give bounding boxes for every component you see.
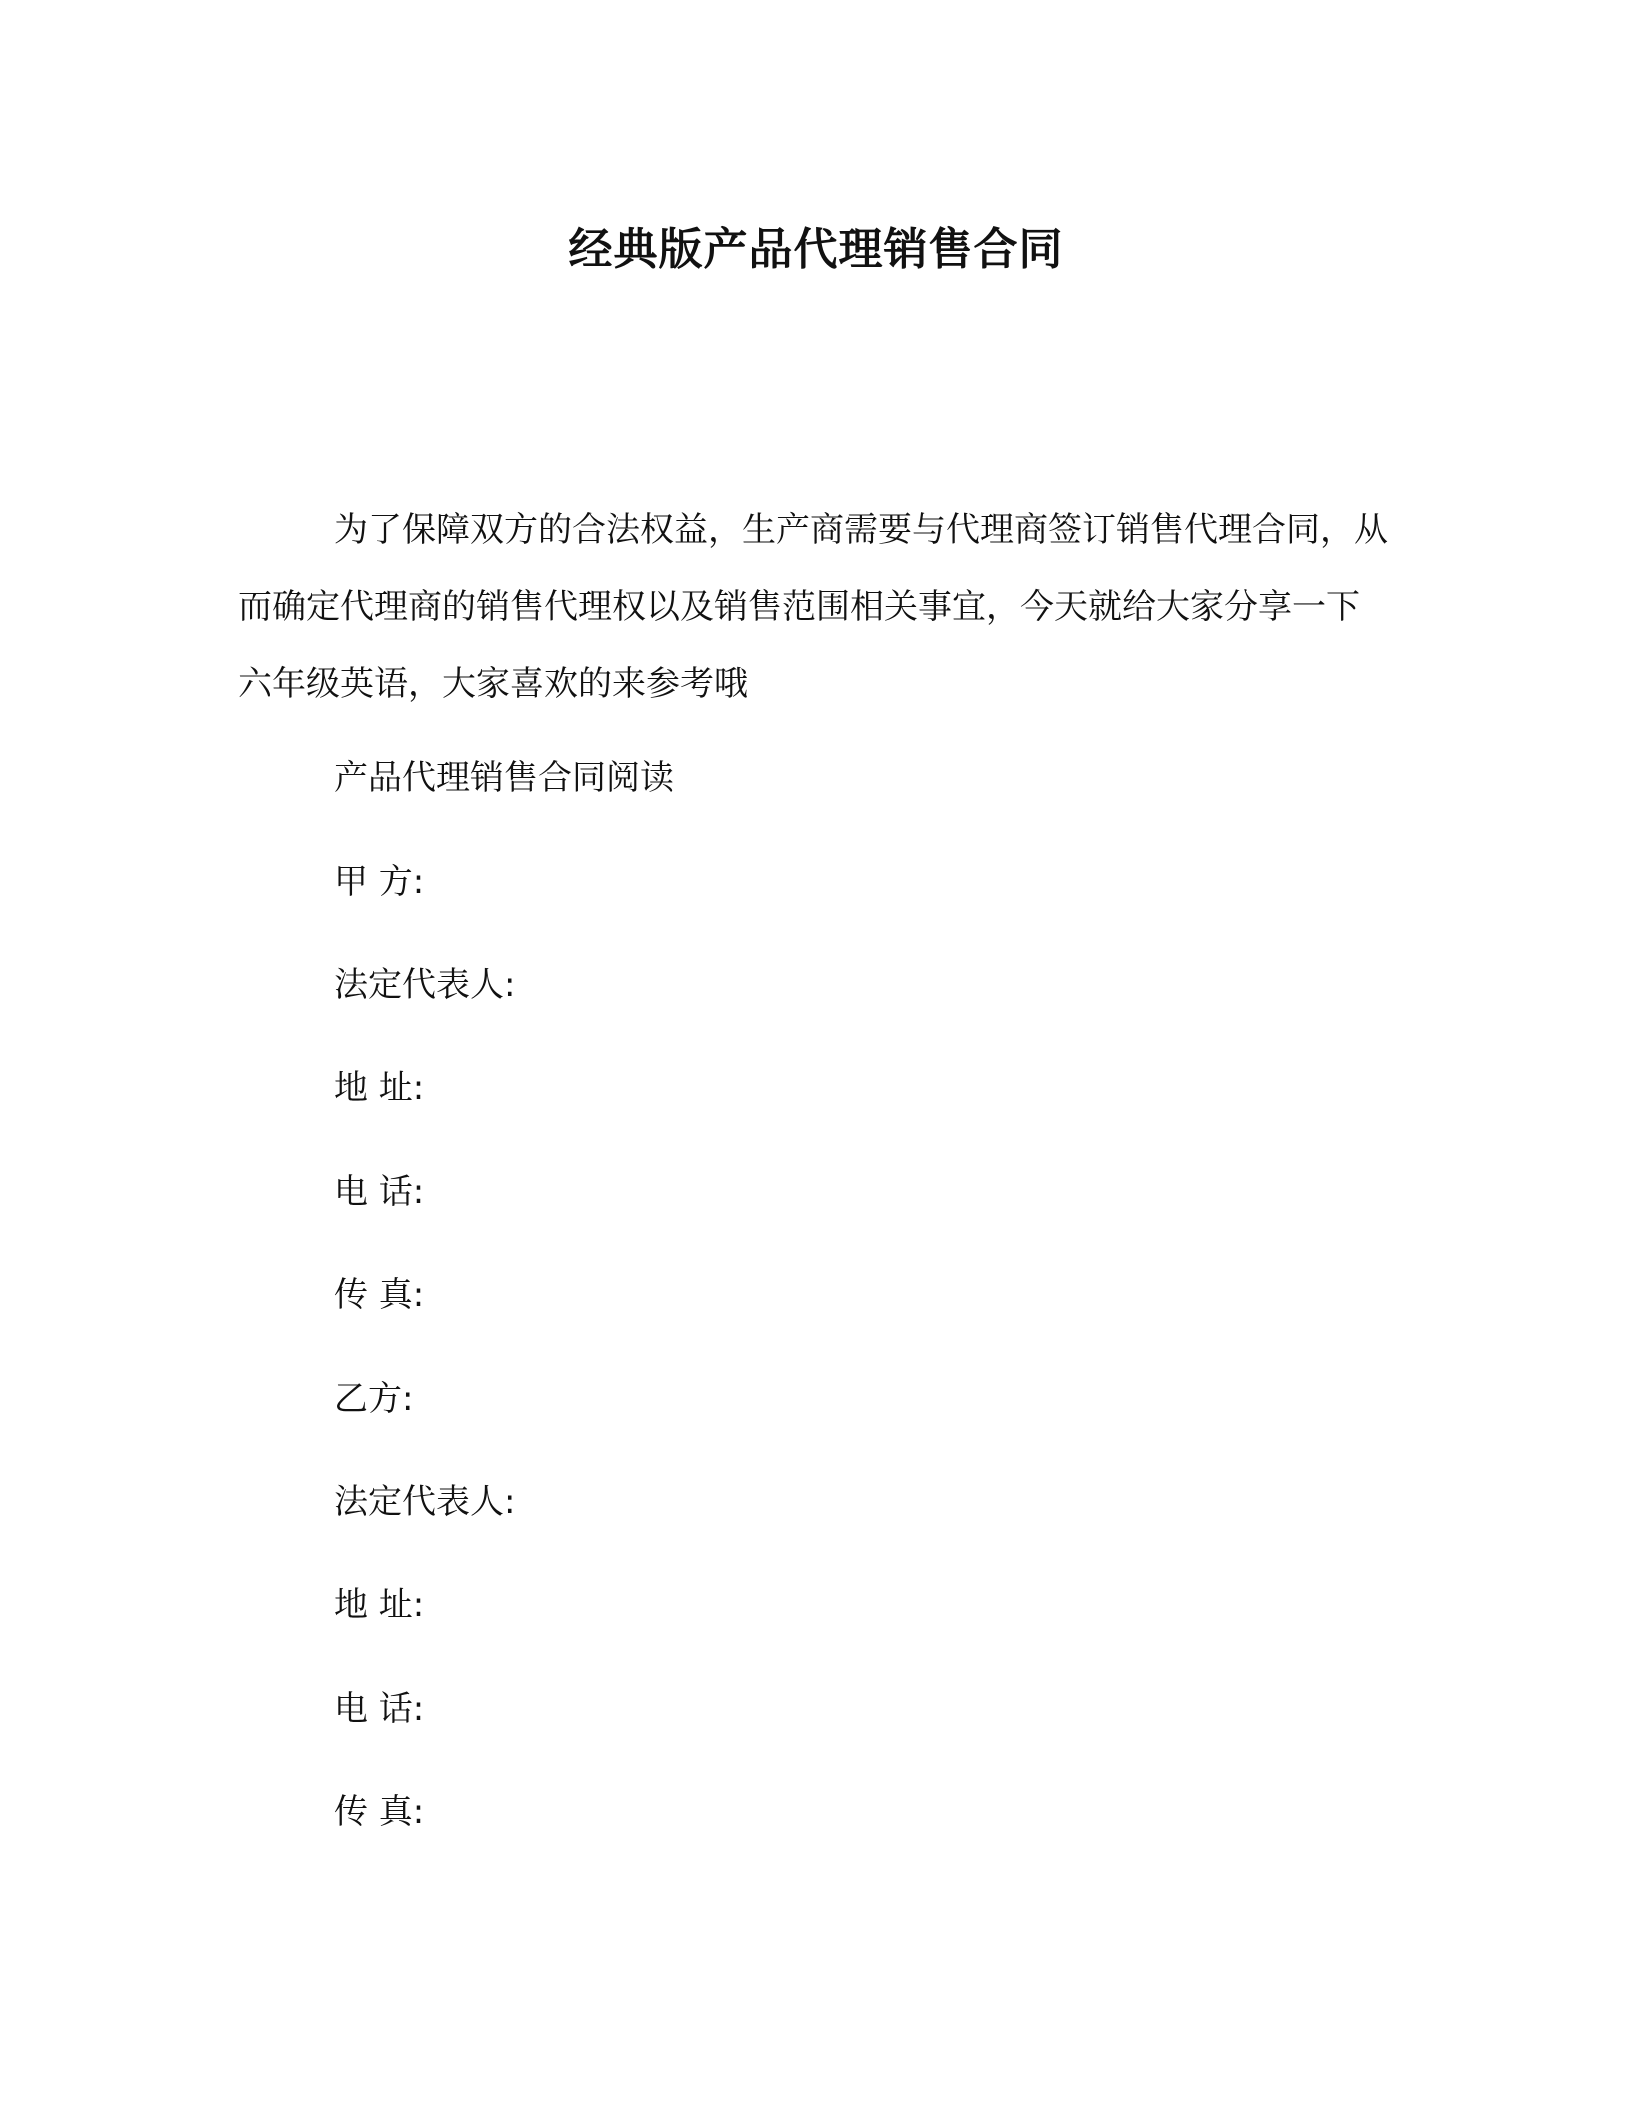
party-b-name-label: 乙方: [334,1379,414,1419]
party-b-fax-label: 传 真: [334,1792,425,1832]
party-b-representative-label: 法定代表人: [334,1482,516,1522]
party-a-phone-label: 电 话: [334,1172,425,1212]
party-b-phone-label: 电 话: [334,1689,425,1729]
party-a-address-label: 地 址: [334,1068,425,1108]
intro-paragraph: 为了保障双方的合法权益，生产商需要与代理商签订销售代理合同，从而确定代理商的销售代理权以及销售范围相关事宜，今天就给大家分享一下六年级英语，大家喜欢的来参考哦 [238,510,1388,704]
document-title: 经典版产品代理销售合同 [568,224,1064,275]
party-a-representative-label: 法定代表人: [334,965,516,1005]
party-a-name-label: 甲 方: [334,862,425,902]
party-a-fax-label: 传 真: [334,1275,425,1315]
party-b-address-label: 地 址: [334,1585,425,1625]
contract-subtitle: 产品代理销售合同阅读 [334,758,674,798]
